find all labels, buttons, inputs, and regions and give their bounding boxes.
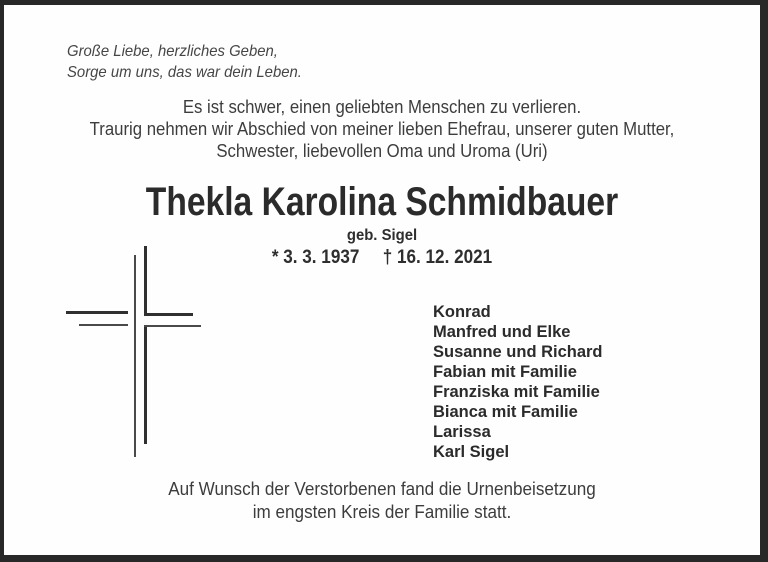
cross-vertical-thick-upper-line bbox=[144, 246, 147, 313]
closing-line: Auf Wunsch der Verstorbenen fand die Urnenbeisetzung bbox=[168, 479, 596, 499]
epigraph bbox=[67, 41, 302, 83]
mourner-name: Manfred und Elke bbox=[433, 322, 571, 341]
birth-date: * 3. 3. 1937 bbox=[271, 247, 360, 268]
mourner-name: Konrad bbox=[433, 302, 491, 321]
mourner-name: Larissa bbox=[433, 422, 491, 441]
deceased-name: Thekla Karolina Schmidbauer bbox=[145, 180, 619, 224]
epigraph-line: Sorge um uns, das war dein Leben. bbox=[67, 64, 302, 81]
intro-line: Es ist schwer, einen geliebten Menschen zu verlieren. bbox=[182, 97, 582, 117]
cross-horizontal-thick-right-line bbox=[144, 313, 193, 316]
mourner-name: Fabian mit Familie bbox=[433, 362, 577, 381]
cross-vertical-thin-line bbox=[134, 255, 136, 457]
cross-horizontal-thin-left-line bbox=[79, 324, 128, 326]
mourner-name: Bianca mit Familie bbox=[433, 402, 578, 421]
mourner-name: Karl Sigel bbox=[433, 442, 510, 461]
intro-line: Traurig nehmen wir Abschied von meiner lieben Ehefrau, unserer guten Mutter, bbox=[89, 119, 675, 139]
closing-text bbox=[23, 478, 741, 524]
epigraph-line: Große Liebe, herzliches Geben, bbox=[67, 43, 278, 60]
intro-text bbox=[30, 96, 733, 162]
mourner-name: Franziska mit Familie bbox=[433, 382, 600, 401]
cross-horizontal-thick-left-line bbox=[66, 311, 128, 314]
maiden-name: geb. Sigel bbox=[346, 227, 418, 244]
mourner-name: Susanne und Richard bbox=[433, 342, 603, 361]
cross-horizontal-thin-right-line bbox=[144, 325, 201, 327]
death-date: † 16. 12. 2021 bbox=[382, 247, 493, 268]
closing-line: im engsten Kreis der Familie statt. bbox=[252, 502, 512, 522]
mourners-list bbox=[433, 302, 603, 462]
cross-vertical-thick-lower-line bbox=[144, 325, 147, 444]
intro-line: Schwester, liebevollen Oma und Uroma (Uri) bbox=[216, 141, 548, 161]
